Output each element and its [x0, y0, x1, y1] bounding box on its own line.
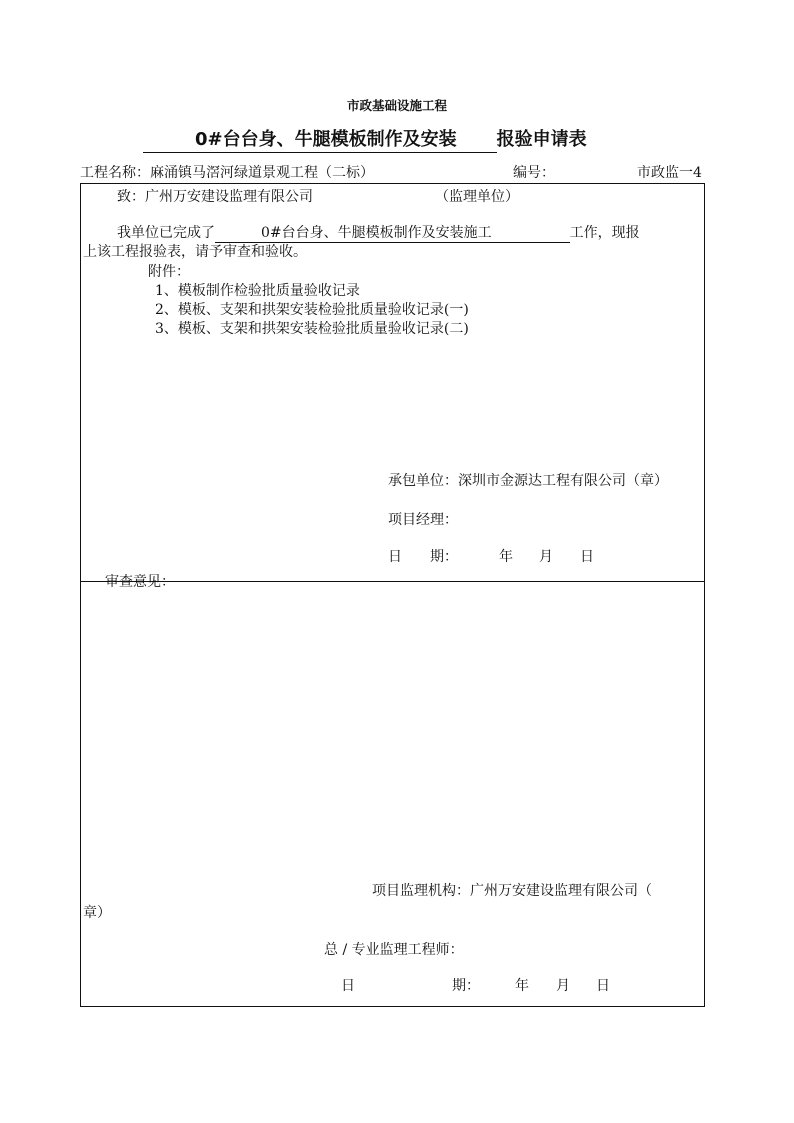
completion-statement-line2: 上该工程报验表，请予审查和验收。 — [83, 244, 307, 260]
attachment-item: 1、模板制作检验批质量验收记录 — [155, 283, 360, 299]
title-fill: 0#台台身、牛腿模板制作及安装 — [143, 125, 497, 153]
title-suffix: 报验申请表 — [496, 129, 587, 150]
review-date-month: 月 — [556, 978, 570, 994]
review-date-label-2: 期： — [452, 978, 480, 994]
supervision-org-wrap: 章） — [83, 905, 111, 921]
supervisor-unit: 广州万安建设监理有限公司 — [145, 189, 313, 205]
org-line: 市政基础设施工程 — [346, 98, 447, 113]
work-item-fill: 0#台台身、牛腿模板制作及安装施工 — [215, 222, 570, 243]
to-note: （监理单位） — [435, 189, 519, 205]
project-label: 工程名称： — [80, 165, 150, 181]
application-date-year: 年 — [499, 549, 513, 565]
application-date-day: 日 — [580, 549, 594, 565]
attachment-item: 3、模板、支架和拱架安装检验批质量验收记录(二) — [155, 321, 469, 337]
review-opinion-label: 审查意见： — [105, 574, 175, 588]
application-date-label: 日 期： — [388, 549, 458, 565]
supervision-org-line: 项目监理机构：广州万安建设监理有限公司（ — [372, 883, 652, 899]
review-date-label: 日 — [341, 978, 355, 994]
review-date-day: 日 — [596, 978, 610, 994]
supervision-org-name: 广州万安建设监理有限公司（ — [470, 883, 652, 899]
attachment-item: 2、模板、支架和拱架安装检验批质量验收记录(一) — [155, 302, 469, 318]
to-line: 致：广州万安建设监理有限公司 — [117, 189, 313, 205]
supervising-engineer-label: 总 / 专业监理工程师： — [324, 942, 464, 958]
page-title — [143, 125, 587, 153]
project-name-row — [80, 162, 374, 182]
application-section — [80, 183, 705, 582]
attachments-label: 附件： — [148, 264, 190, 280]
project-manager-label: 项目经理： — [388, 512, 458, 528]
number-value: 市政监一4 — [637, 165, 702, 181]
completion-statement: 我单位已完成了 0#台台身、牛腿模板制作及安装施工 工作，现报 — [117, 222, 640, 243]
contractor-line: 承包单位：深圳市金源达工程有限公司（章） — [388, 473, 668, 489]
project-name: 麻涌镇马滘河绿道景观工程（二标） — [150, 165, 374, 181]
application-date-month: 月 — [539, 549, 553, 565]
review-date-year: 年 — [515, 978, 529, 994]
number-label: 编号： — [513, 165, 555, 181]
review-section — [80, 574, 705, 1007]
contractor-name: 深圳市金源达工程有限公司（章） — [458, 473, 668, 489]
